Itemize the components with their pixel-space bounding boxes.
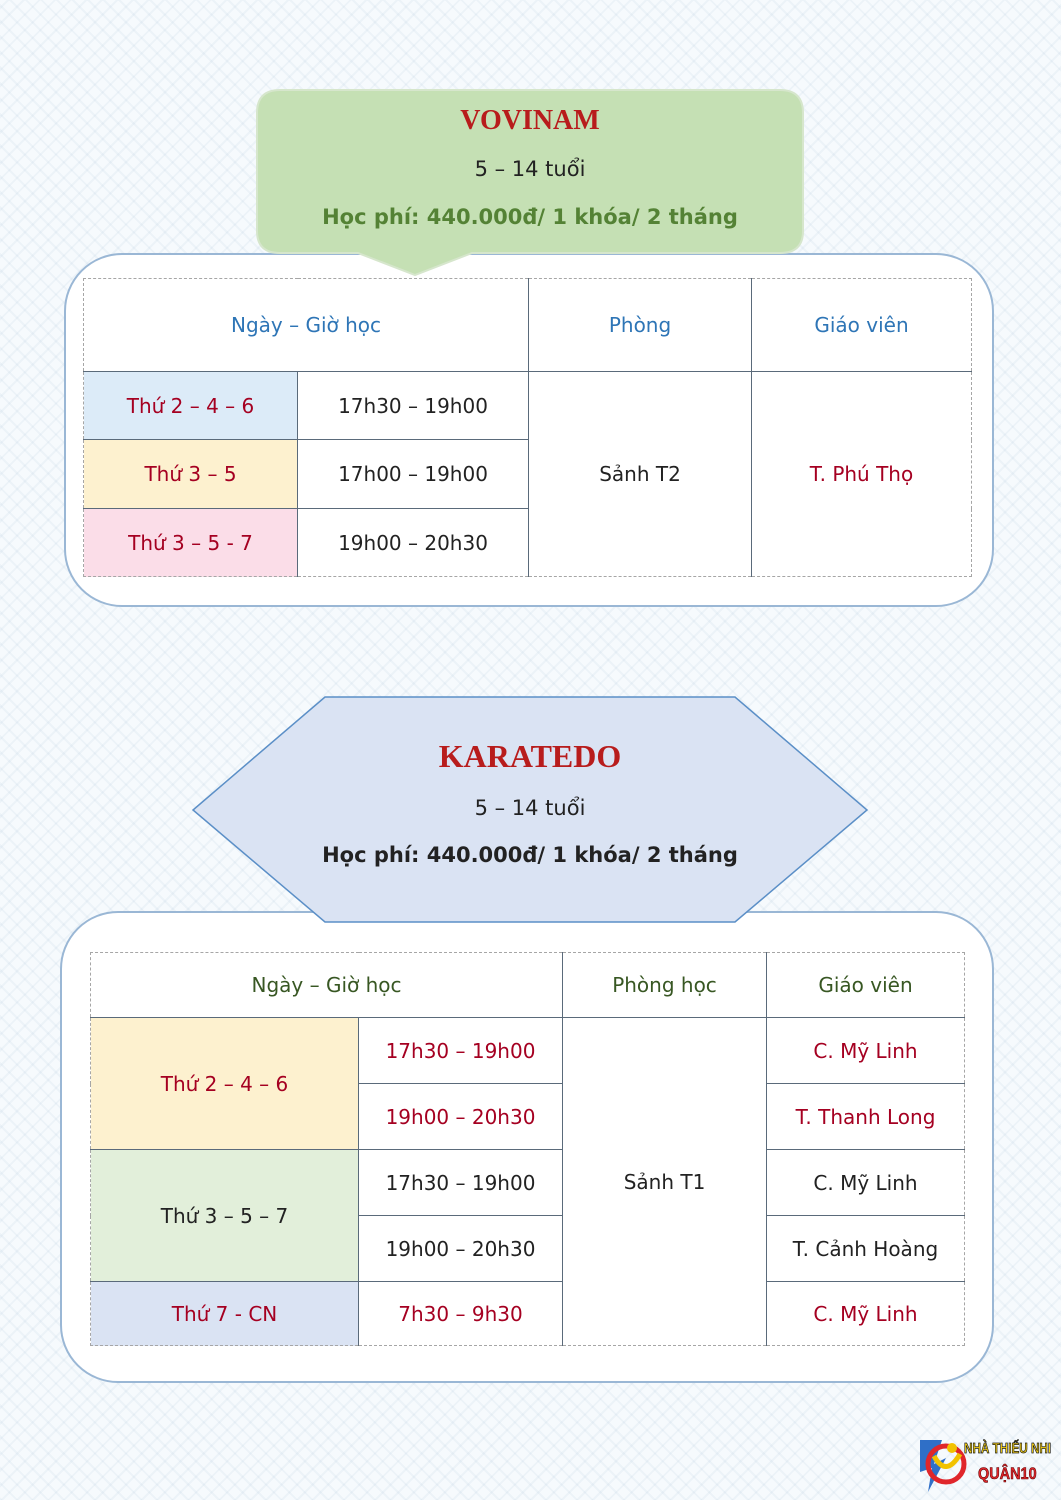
vovinam-header-teacher: Giáo viên <box>752 279 972 372</box>
nha-thieu-nhi-logo <box>912 1434 1057 1496</box>
logo-line1: NHÀ THIẾU NHI <box>964 1440 1052 1457</box>
karatedo-group2-slot2-teacher: T. Cảnh Hoàng <box>767 1216 965 1282</box>
karatedo-fee: Học phí: 440.000đ/ 1 khóa/ 2 tháng <box>322 843 738 867</box>
karatedo-header-schedule: Ngày – Giờ học <box>91 953 563 1018</box>
vovinam-banner-text <box>257 95 803 245</box>
karatedo-group1-slot1-teacher: C. Mỹ Linh <box>767 1018 965 1084</box>
karatedo-group3-slot1-time: 7h30 – 9h30 <box>359 1282 563 1346</box>
karatedo-age: 5 – 14 tuổi <box>474 796 586 820</box>
karatedo-group1-slot2-time: 19h00 – 20h30 <box>359 1084 563 1150</box>
karatedo-header-room: Phòng học <box>563 953 767 1018</box>
karatedo-group3-slot1-teacher: C. Mỹ Linh <box>813 1301 918 1326</box>
vovinam-fee: Học phí: 440.000đ/ 1 khóa/ 2 tháng <box>322 205 738 229</box>
logo-emblem-icon <box>912 1434 967 1496</box>
karatedo-group2-slot1-time: 17h30 – 19h00 <box>359 1150 563 1216</box>
vovinam-header-schedule: Ngày – Giờ học <box>84 279 529 372</box>
karatedo-room: Sảnh T1 <box>563 1018 767 1346</box>
karatedo-group2-slot2-time: 19h00 – 20h30 <box>359 1216 563 1282</box>
vovinam-row3-time: 19h00 – 20h30 <box>298 509 529 577</box>
logo-line2: QUẬN10 <box>978 1464 1037 1483</box>
vovinam-title: VOVINAM <box>460 105 600 136</box>
karatedo-group1-slot1-time: 17h30 – 19h00 <box>359 1018 563 1084</box>
vovinam-row1-days: Thứ 2 – 4 – 6 <box>84 372 298 440</box>
vovinam-header-room: Phòng <box>529 279 752 372</box>
vovinam-room: Sảnh T2 <box>529 372 752 577</box>
karatedo-group1-slot2-teacher: T. Thanh Long <box>767 1084 965 1150</box>
karatedo-banner-text <box>193 720 867 890</box>
vovinam-schedule-table <box>83 278 972 577</box>
vovinam-age: 5 – 14 tuổi <box>474 157 586 181</box>
karatedo-schedule-table <box>90 952 965 1346</box>
vovinam-row2-days: Thứ 3 – 5 <box>84 440 298 509</box>
karatedo-header-teacher: Giáo viên <box>767 953 965 1018</box>
vovinam-row3-days: Thứ 3 – 5 - 7 <box>84 509 298 577</box>
karatedo-group3-days: Thứ 7 - CN <box>91 1282 359 1346</box>
karatedo-group2-slot1-teacher: C. Mỹ Linh <box>767 1150 965 1216</box>
vovinam-teacher: T. Phú Thọ <box>809 462 914 486</box>
vovinam-row1-time: 17h30 – 19h00 <box>298 372 529 440</box>
karatedo-title: KARATEDO <box>438 738 622 774</box>
karatedo-group1-days: Thứ 2 – 4 – 6 <box>91 1018 359 1150</box>
vovinam-row2-time: 17h00 – 19h00 <box>298 440 529 509</box>
karatedo-group2-days: Thứ 3 – 5 – 7 <box>91 1150 359 1282</box>
